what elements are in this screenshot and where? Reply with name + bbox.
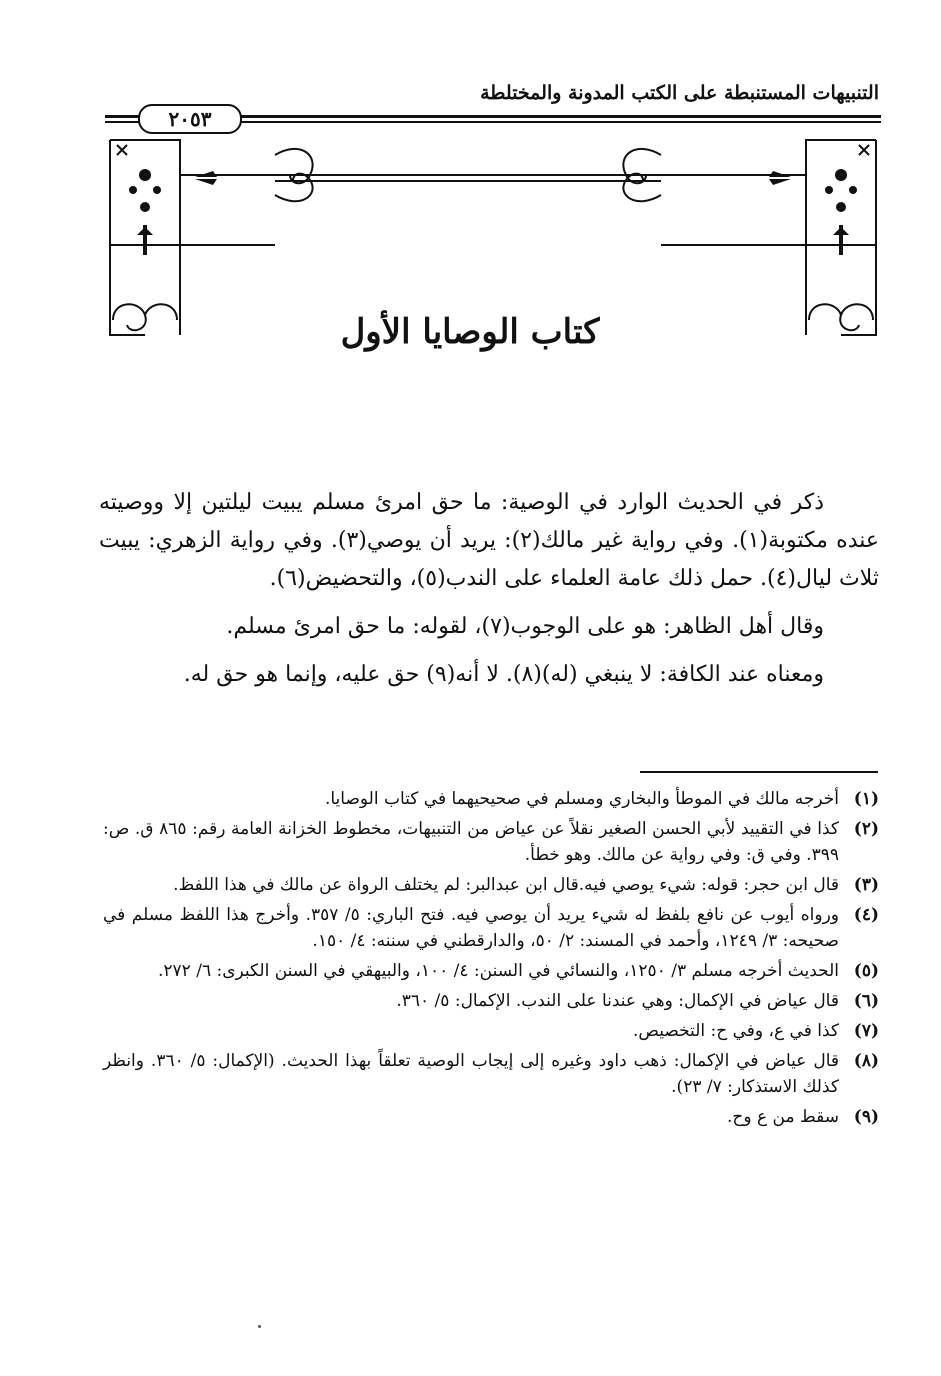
footnote-number: (٣) (853, 875, 879, 895)
page-number: ٢٠٥٣ (138, 104, 242, 134)
paragraph: وقال أهل الظاهر: هو على الوجوب(٧)، لقوله: ما حق امرئ مسلم. (226, 614, 824, 639)
footnote-text: أخرجه مالك في الموطأ والبخاري ومسلم في صحيحيهما في كتاب الوصايا. (324, 789, 839, 809)
footnote (103, 958, 879, 984)
footnote-number: (٦) (853, 991, 879, 1011)
footnote-number: (١) (853, 789, 879, 809)
footnotes (103, 786, 879, 1134)
footnote (103, 816, 879, 868)
running-header: التنبيهات المستنبطة على الكتب المدونة والمختلطة (480, 82, 879, 104)
chapter-title: كتاب الوصايا الأول (340, 312, 600, 352)
footnote (103, 786, 879, 812)
footnote-text: سقط من ع وح. (727, 1107, 839, 1127)
paragraph: ومعناه عند الكافة: لا ينبغي (له)(٨). لا أنه(٩) حق عليه، وإنما هو حق له. (183, 662, 824, 687)
footnote (103, 988, 879, 1014)
scan-speck (258, 1325, 261, 1328)
footnote (103, 1048, 879, 1100)
main-text (99, 484, 879, 694)
footnote-text: قال ابن حجر: قوله: شيء يوصي فيه.قال ابن عبدالبر: لم يختلف الرواة عن مالك في هذا اللفظ. (173, 875, 839, 895)
footnote-separator (640, 771, 878, 773)
footnote-number: (٩) (853, 1107, 879, 1127)
paragraph: ذكر في الحديث الوارد في الوصية: ما حق امرئ مسلم يبيت ليلتين إلا ووصيته عنده مكتوبة(١). وفي رواية غير مالك(٢): يريد أن يوصي(٣). وفي رواية الزهري: يبيت ثلاث ليال(٤). حمل ذلك عامة العلماء على الندب(٥)، والتحضيض(٦). (99, 490, 880, 591)
footnote-number: (٤) (853, 905, 879, 925)
footnote-text: قال عياض في الإكمال: ذهب داود وغيره إلى إيجاب الوصية تعلقاً بهذا الحديث. (الإكمال: ٥/ ٣٦٠. وانظر كذلك الاستذكار: ٧/ ٢٣). (103, 1051, 840, 1097)
footnote-text: كذا في التقييد لأبي الحسن الصغير نقلاً عن عياض من التنبيهات، مخطوط الخزانة العامة رقم: ٨٦٥ ق. ص: ٣٩٩. وفي ق: وفي رواية عن مالك. وهو خطأ. (103, 819, 839, 865)
footnote (103, 902, 879, 954)
footnote-text: كذا في ع، وفي ح: التخصيص. (632, 1021, 839, 1041)
footnote-text: قال عياض في الإكمال: وهي عندنا على الندب. الإكمال: ٥/ ٣٦٠. (396, 991, 839, 1011)
footnote (103, 872, 879, 898)
footnote (103, 1018, 879, 1044)
footnote-number: (٨) (853, 1051, 879, 1071)
footnote-text: الحديث أخرجه مسلم ٣/ ١٢٥٠، والنسائي في السنن: ٤/ ١٠٠، والبيهقي في السنن الكبرى: ٦/ ٢٧٢. (157, 961, 839, 981)
footnote-number: (٢) (853, 819, 879, 839)
footnote (103, 1104, 879, 1130)
footnote-number: (٧) (853, 1021, 879, 1041)
footnote-number: (٥) (853, 961, 879, 981)
footnote-text: ورواه أيوب عن نافع بلفظ له شيء يريد أن يوصي فيه. فتح الباري: ٥/ ٣٥٧. وأخرج هذا اللفظ مسلم في صحيحه: ٣/ ١٢٤٩، وأحمد في المسند: ٢/ ٥٠، والدارقطني في سننه: ٤/ ١٥٠. (103, 905, 839, 951)
